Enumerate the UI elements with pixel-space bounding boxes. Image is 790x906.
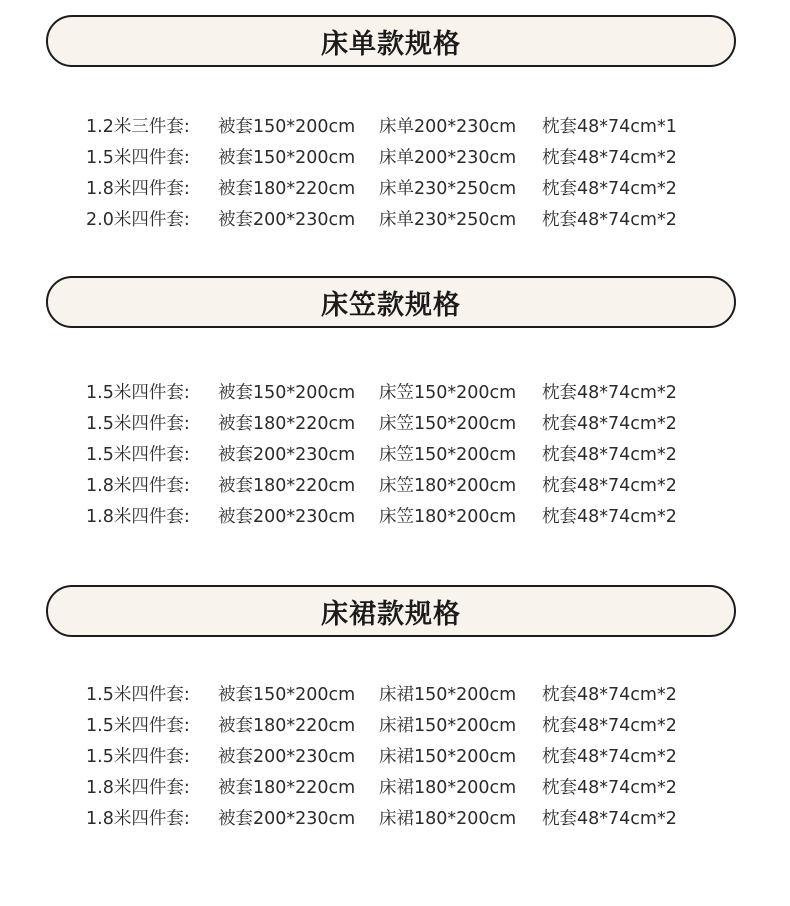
section-title: 床笠款规格 <box>321 289 461 321</box>
duvet-cover-size: 被套180*220cm <box>218 179 356 199</box>
duvet-cover-size: 被套150*200cm <box>218 383 356 403</box>
duvet-cover-size: 被套200*230cm <box>218 210 356 230</box>
fitted-sheet-size: 床笠180*200cm <box>379 507 517 527</box>
pillowcase-size: 枕套48*74cm*2 <box>542 148 677 168</box>
section-title: 床裙款规格 <box>321 598 461 630</box>
pillowcase-size: 枕套48*74cm*2 <box>542 210 677 230</box>
bed-skirt-size: 床裙150*200cm <box>379 716 517 736</box>
pillowcase-size: 枕套48*74cm*2 <box>542 414 677 434</box>
spec-row <box>86 802 746 833</box>
pillowcase-size: 枕套48*74cm*2 <box>542 445 677 465</box>
set-size: 1.5米四件套: <box>86 685 190 705</box>
spec-list-fitted-sheet <box>86 376 746 531</box>
spec-row <box>86 500 746 531</box>
duvet-cover-size: 被套150*200cm <box>218 117 356 137</box>
fitted-sheet-size: 床笠150*200cm <box>379 383 517 403</box>
spec-row <box>86 740 746 771</box>
bed-skirt-size: 床裙180*200cm <box>379 809 517 829</box>
pillowcase-size: 枕套48*74cm*2 <box>542 179 677 199</box>
sheet-size: 床单200*230cm <box>379 117 517 137</box>
bed-skirt-size: 床裙150*200cm <box>379 747 517 767</box>
set-size: 1.8米四件套: <box>86 778 190 798</box>
set-size: 1.5米四件套: <box>86 716 190 736</box>
spec-row <box>86 110 746 141</box>
duvet-cover-size: 被套180*220cm <box>218 476 356 496</box>
section-header-bed-skirt <box>46 585 736 637</box>
duvet-cover-size: 被套200*230cm <box>218 747 356 767</box>
set-size: 1.5米四件套: <box>86 148 190 168</box>
set-size: 1.5米四件套: <box>86 414 190 434</box>
spec-row <box>86 709 746 740</box>
spec-list-flat-sheet <box>86 110 746 234</box>
spec-row <box>86 141 746 172</box>
pillowcase-size: 枕套48*74cm*2 <box>542 778 677 798</box>
duvet-cover-size: 被套180*220cm <box>218 414 356 434</box>
spec-row <box>86 678 746 709</box>
set-size: 1.5米四件套: <box>86 383 190 403</box>
sheet-size: 床单230*250cm <box>379 179 517 199</box>
duvet-cover-size: 被套180*220cm <box>218 778 356 798</box>
duvet-cover-size: 被套200*230cm <box>218 507 356 527</box>
pillowcase-size: 枕套48*74cm*2 <box>542 383 677 403</box>
section-title: 床单款规格 <box>321 28 461 60</box>
set-size: 1.8米四件套: <box>86 507 190 527</box>
pillowcase-size: 枕套48*74cm*2 <box>542 685 677 705</box>
duvet-cover-size: 被套200*230cm <box>218 809 356 829</box>
fitted-sheet-size: 床笠150*200cm <box>379 414 517 434</box>
pillowcase-size: 枕套48*74cm*2 <box>542 809 677 829</box>
spec-row <box>86 771 746 802</box>
set-size: 1.5米四件套: <box>86 747 190 767</box>
set-size: 1.8米四件套: <box>86 476 190 496</box>
spec-row <box>86 469 746 500</box>
pillowcase-size: 枕套48*74cm*2 <box>542 476 677 496</box>
duvet-cover-size: 被套180*220cm <box>218 716 356 736</box>
set-size: 1.8米四件套: <box>86 179 190 199</box>
set-size: 1.2米三件套: <box>86 117 190 137</box>
section-header-fitted-sheet <box>46 276 736 328</box>
duvet-cover-size: 被套200*230cm <box>218 445 356 465</box>
sheet-size: 床单230*250cm <box>379 210 517 230</box>
sheet-size: 床单200*230cm <box>379 148 517 168</box>
spec-row <box>86 172 746 203</box>
set-size: 2.0米四件套: <box>86 210 190 230</box>
duvet-cover-size: 被套150*200cm <box>218 685 356 705</box>
spec-list-bed-skirt <box>86 678 746 833</box>
pillowcase-size: 枕套48*74cm*2 <box>542 747 677 767</box>
duvet-cover-size: 被套150*200cm <box>218 148 356 168</box>
set-size: 1.8米四件套: <box>86 809 190 829</box>
spec-row <box>86 376 746 407</box>
bed-skirt-size: 床裙150*200cm <box>379 685 517 705</box>
section-header-flat-sheet <box>46 15 736 67</box>
set-size: 1.5米四件套: <box>86 445 190 465</box>
spec-row <box>86 438 746 469</box>
fitted-sheet-size: 床笠180*200cm <box>379 476 517 496</box>
pillowcase-size: 枕套48*74cm*2 <box>542 507 677 527</box>
pillowcase-size: 枕套48*74cm*2 <box>542 716 677 736</box>
bed-skirt-size: 床裙180*200cm <box>379 778 517 798</box>
spec-row <box>86 407 746 438</box>
fitted-sheet-size: 床笠150*200cm <box>379 445 517 465</box>
pillowcase-size: 枕套48*74cm*1 <box>542 117 677 137</box>
spec-row <box>86 203 746 234</box>
